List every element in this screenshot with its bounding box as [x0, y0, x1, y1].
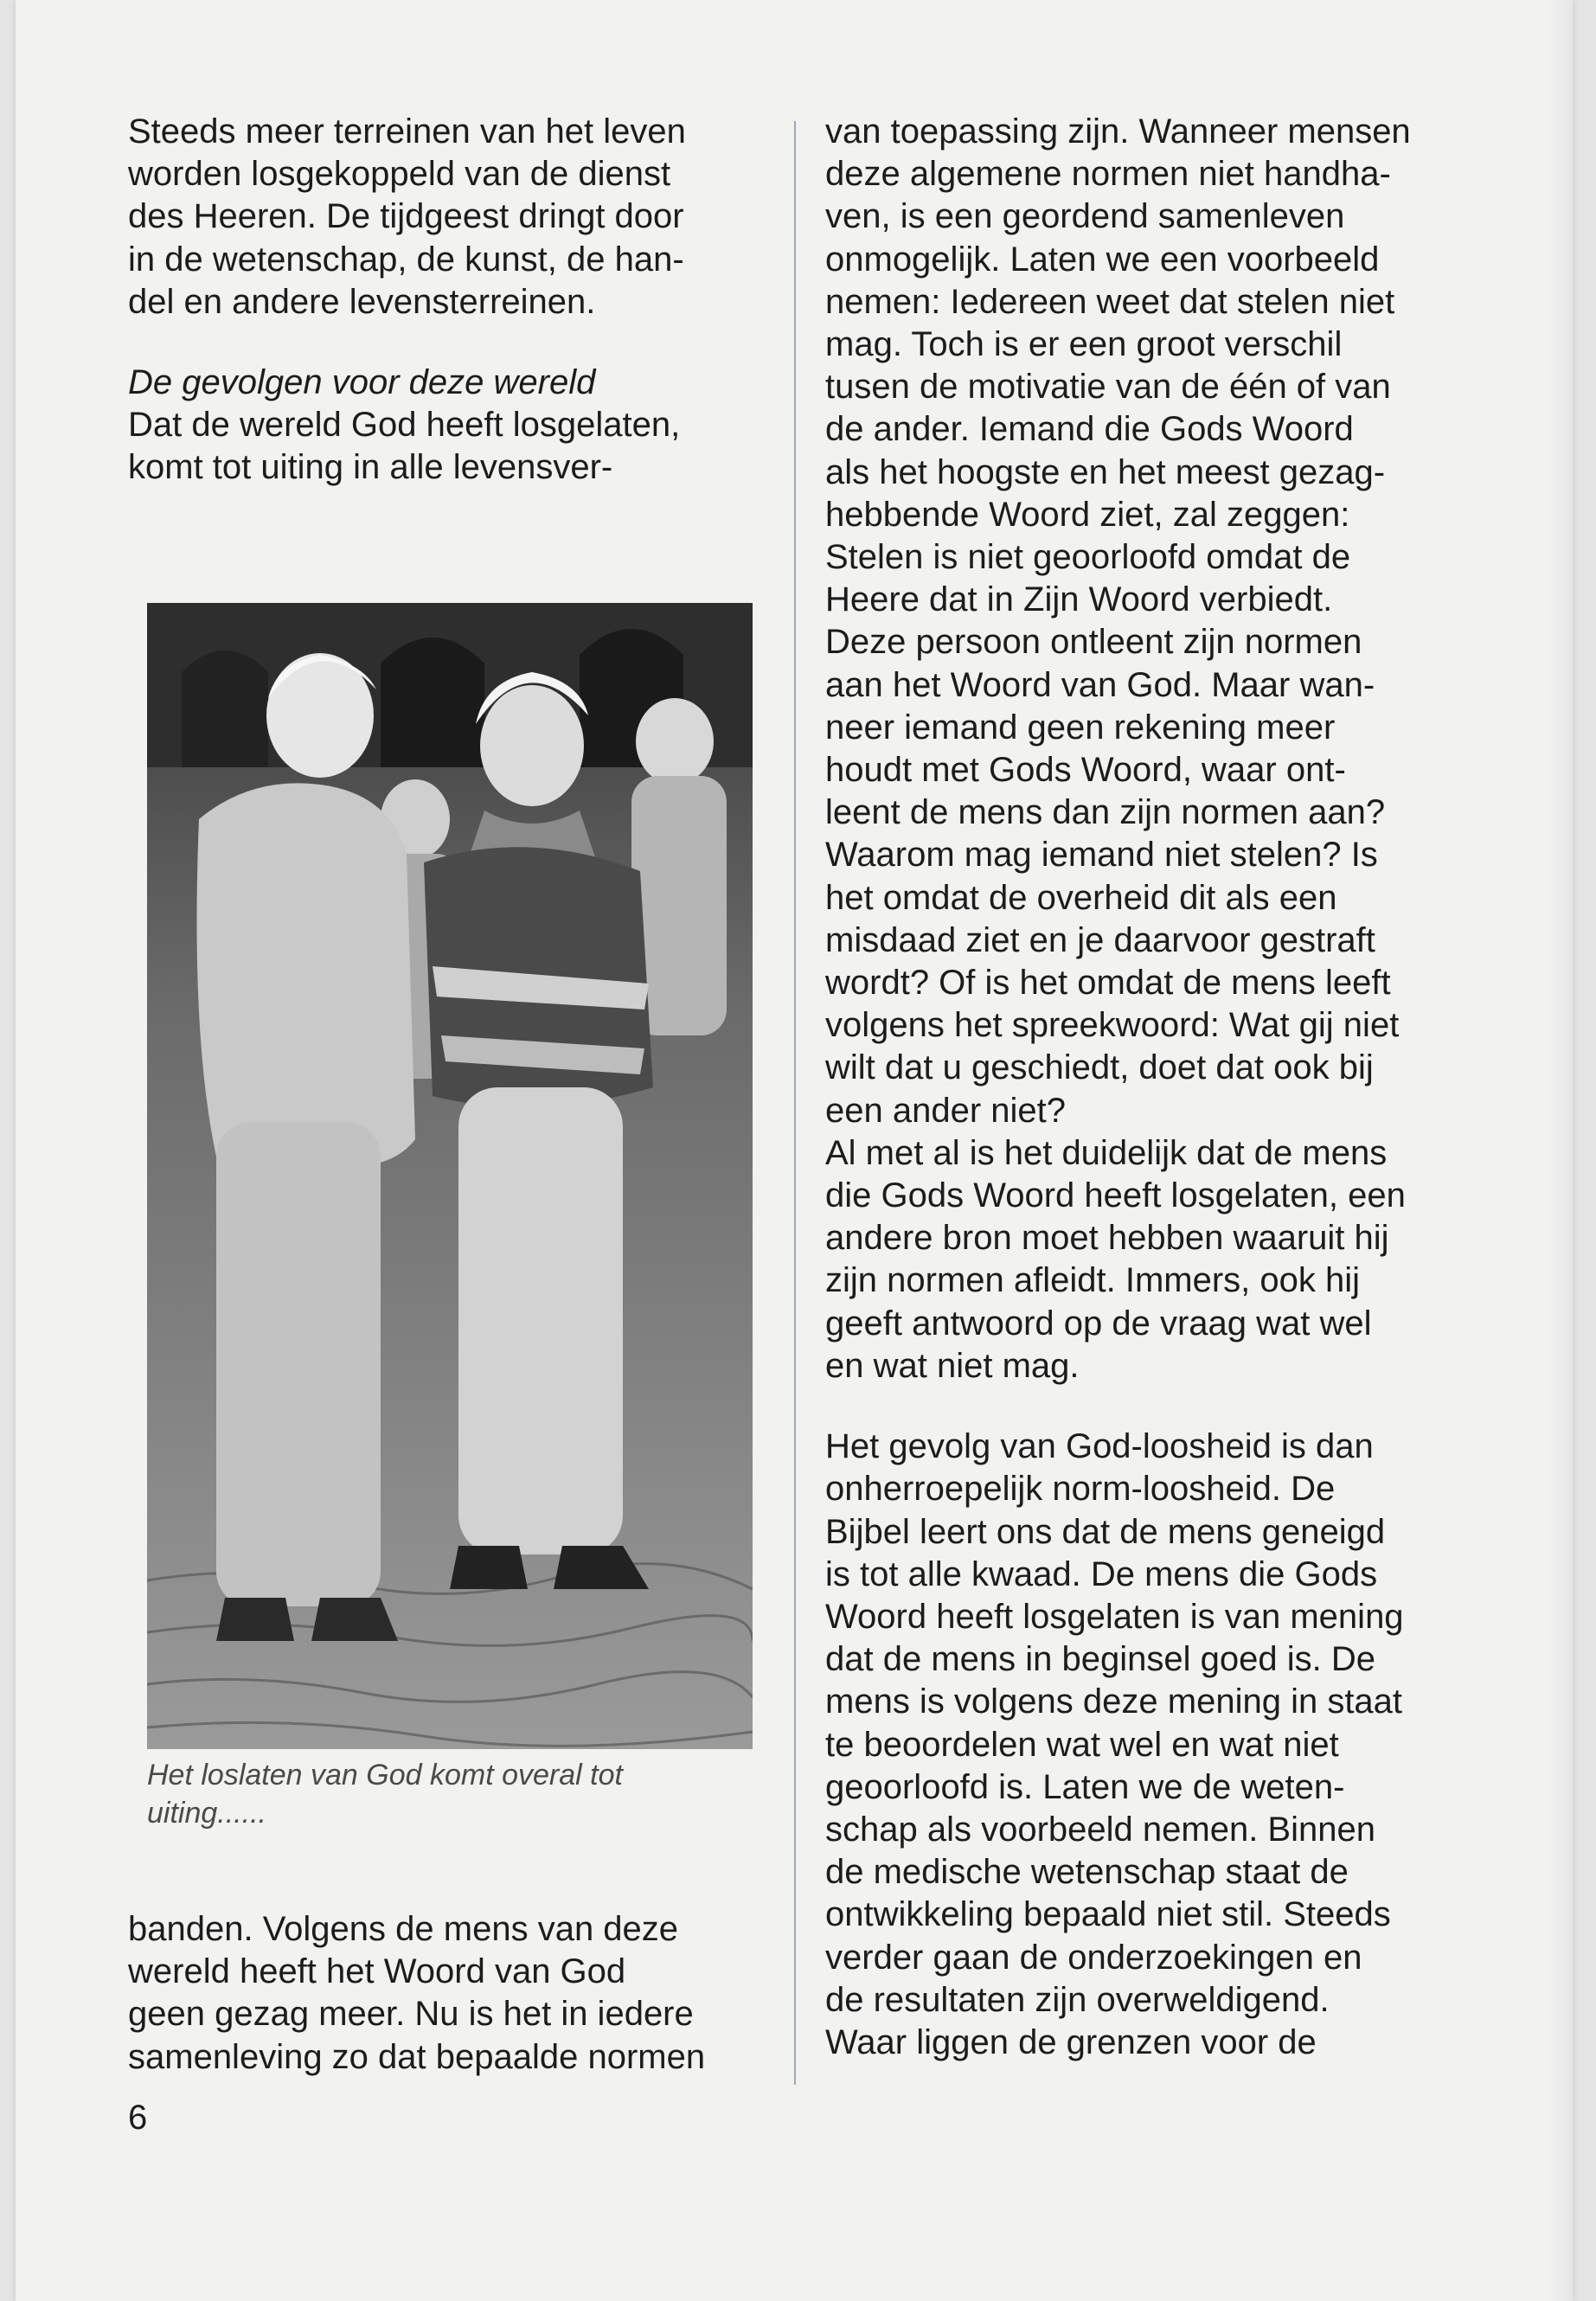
right-paragraph-1: van toepassing zijn. Wanneer mensen deze algemene normen niet handha- ven, is een geordend samenleven onmogelijk. Laten we een voorbeeld nemen: Iedereen weet dat stelen niet mag. Toch is er een groot verschil tusen de motivatie van de één of van de ander. Iemand die Gods Woord als het hoogste en het meest gezag- hebbende Woord ziet, zal zeggen: Stelen is niet geoorloofd omdat de Heere dat in Zijn Woord verbiedt. Deze persoon ontleent zijn normen aan het Woord van God. Maar wan- neer iemand geen rekening meer houdt met Gods Woord, waar ont- leent de mens dan zijn normen aan? Waarom mag iemand niet stelen? Is het omdat de overheid dit als een misdaad ziet en je daarvoor gestraft wordt? Of is het omdat de mens leeft volgens het spreekwoord: Wat gij niet wilt dat u geschiedt, doet dat ook bij een ander niet? Al met al is het duidelijk dat de mens die Gods Woord heeft losgelaten, een andere bron moet hebben waaruit hij zijn normen afleidt. Immers, ook hij geeft antwoord op de vraag wat wel en wat niet mag. [825, 112, 1411, 1385]
page-number: 6 [128, 2099, 148, 2137]
section-subheading: De gevolgen voor deze wereld [128, 363, 596, 402]
photo-illustration [147, 603, 753, 1749]
page-edge-shadow [1548, 0, 1573, 2301]
left-paragraph-3: banden. Volgens de mens van deze wereld heeft het Woord van God geen gezag meer. Nu is het in iedere samenleving zo dat bepaalde normen [128, 1910, 706, 2076]
document-page [16, 0, 1573, 2301]
left-column [128, 111, 768, 490]
right-column [825, 111, 1465, 2064]
left-column-continued [128, 1908, 768, 2079]
right-paragraph-2: Het gevolg van God-loosheid is dan onherroepelijk norm-loosheid. De Bijbel leert ons dat de mens geneigd is tot alle kwaad. De mens die Gods Woord heeft losgelaten is van mening dat de mens in beginsel goed is. De mens is volgens deze mening in staat te beoordelen wat wel en wat niet geoorloofd is. Laten we de weten- schap als voorbeeld nemen. Binnen de medische wetenschap staat de ontwikkeling bepaald niet stil. Steeds verder gaan de onderzoekingen en de resultaten zijn overweldigend. Waar liggen de grenzen voor de [825, 1427, 1404, 2061]
photo-young-people [147, 603, 753, 1749]
column-divider [794, 121, 796, 2085]
left-paragraph-2: Dat de wereld God heeft losgelaten, komt tot uiting in alle levensver- [128, 406, 681, 487]
photo-caption: Het loslaten van God komt overal tot uiting...... [147, 1759, 623, 1830]
left-paragraph-1: Steeds meer terreinen van het leven worden losgekoppeld van de dienst des Heeren. De tijdgeest dringt door in de wetenschap, de kunst, de han- del en andere levensterreinen. [128, 112, 686, 321]
